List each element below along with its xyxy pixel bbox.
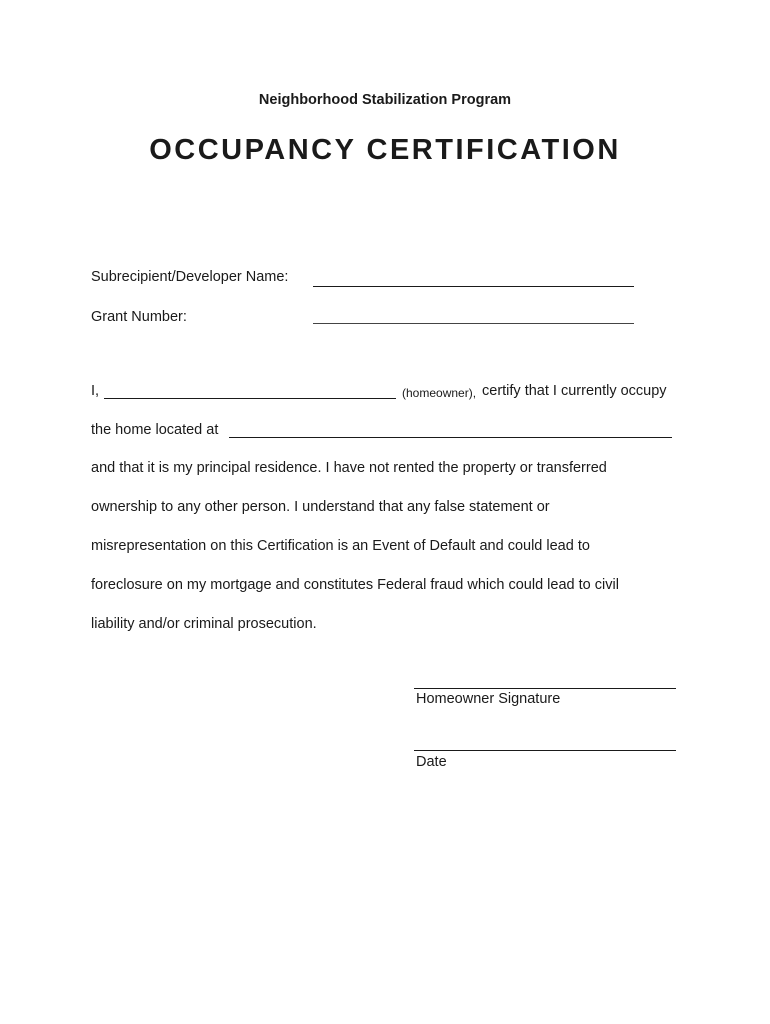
grant-number-label: Grant Number: [91,309,187,325]
home-located-label: the home located at [91,422,219,438]
developer-name-field[interactable] [313,286,634,287]
certify-text: certify that I currently occupy [482,383,667,399]
program-name: Neighborhood Stabilization Program [258,92,512,108]
statement-prefix: I, [91,383,100,399]
statement-line-3: and that it is my principal residence. I have not rented the property or transferred [91,460,607,476]
date-label: Date [416,754,447,770]
grant-number-field[interactable] [313,323,634,324]
homeowner-note: (homeowner), [402,386,477,400]
statement-line-7: liability and/or criminal prosecution. [91,616,317,632]
statement-line-6: foreclosure on my mortgage and constitutes Federal fraud which could lead to civil [91,577,619,593]
page-title: OCCUPANCY CERTIFICATION [149,134,621,166]
homeowner-signature-label: Homeowner Signature [416,691,561,707]
date-field[interactable] [414,750,676,751]
homeowner-signature-field[interactable] [414,688,676,689]
homeowner-name-field[interactable] [104,398,396,399]
statement-line-4: ownership to any other person. I understand that any false statement or [91,499,550,515]
developer-name-label: Subrecipient/Developer Name: [91,269,289,285]
home-address-field[interactable] [229,437,672,438]
statement-line-5: misrepresentation on this Certification is an Event of Default and could lead to [91,538,590,554]
